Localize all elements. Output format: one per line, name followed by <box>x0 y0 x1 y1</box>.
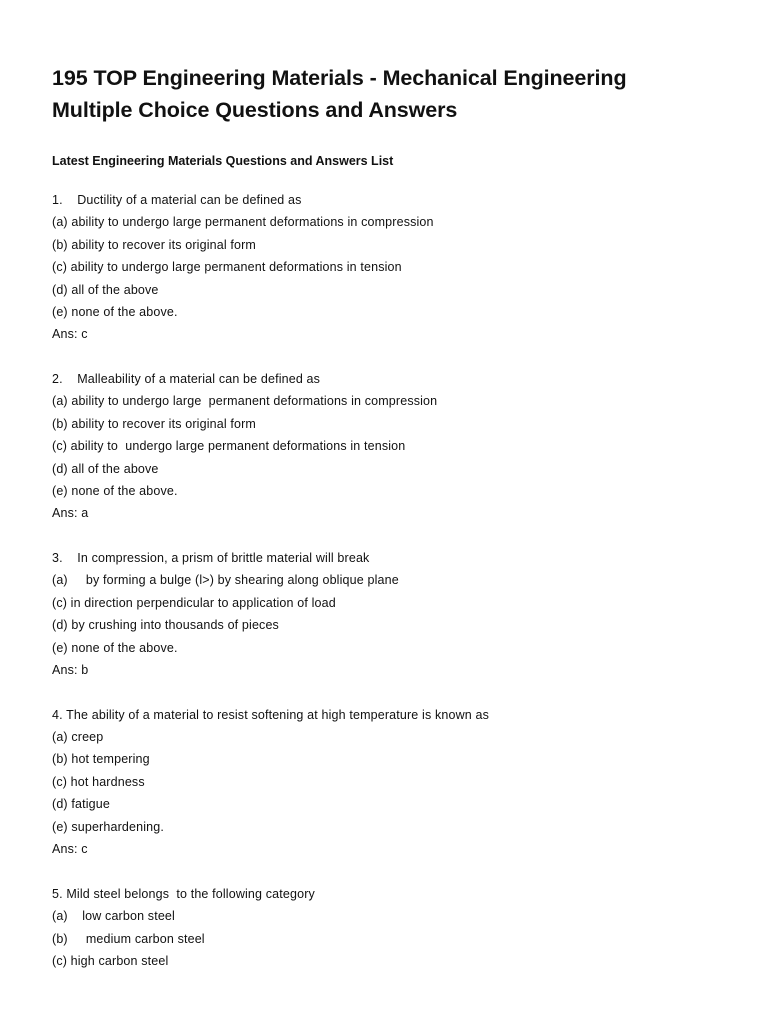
document-title-line-1: 195 TOP Engineering Materials - Mechanical Engineering <box>52 66 627 90</box>
answer-option: (e) none of the above. <box>52 304 178 319</box>
answer-option: (b) hot tempering <box>52 752 150 767</box>
answer-option: (c) ability to undergo large permanent deformations in tension <box>52 439 406 454</box>
answer-option: (c) ability to undergo large permanent deformations in tension <box>52 260 402 275</box>
document-title-line-2: Multiple Choice Questions and Answers <box>52 98 458 122</box>
question-text: 4. The ability of a material to resist softening at high temperature is known as <box>52 707 489 722</box>
answer-option: (a) low carbon steel <box>52 909 175 924</box>
answer-option: (b) ability to recover its original form <box>52 237 256 252</box>
question-block <box>52 704 742 861</box>
answer-key: Ans: c <box>52 842 88 857</box>
question-text: 2. Malleability of a material can be defined as <box>52 372 321 387</box>
answer-option: (a) creep <box>52 730 104 745</box>
document-page <box>52 62 742 995</box>
question-block <box>52 368 742 525</box>
answer-option: (d) by crushing into thousands of pieces <box>52 618 279 633</box>
answer-option: (e) none of the above. <box>52 483 178 498</box>
question-block <box>52 189 742 346</box>
answer-option: (a) by forming a bulge (l>) by shearing along oblique plane <box>52 573 399 588</box>
question-list <box>52 189 742 972</box>
question-text: 1. Ductility of a material can be defined as <box>52 193 302 207</box>
question-text: 3. In compression, a prism of brittle material will break <box>52 551 370 566</box>
document-title <box>52 62 742 126</box>
answer-key: Ans: c <box>52 327 88 342</box>
document-subtitle: Latest Engineering Materials Questions and Answers List <box>52 154 394 168</box>
question-text: 5. Mild steel belongs to the following category <box>52 886 315 901</box>
question-block <box>52 547 742 681</box>
answer-option: (b) ability to recover its original form <box>52 416 256 431</box>
answer-option: (d) all of the above <box>52 282 159 297</box>
answer-key: Ans: b <box>52 663 89 678</box>
answer-option: (e) none of the above. <box>52 640 178 655</box>
answer-option: (e) superhardening. <box>52 819 164 834</box>
answer-option: (d) all of the above <box>52 461 159 476</box>
answer-option: (a) ability to undergo large permanent deformations in compression <box>52 394 438 409</box>
answer-option: (b) medium carbon steel <box>52 931 205 946</box>
answer-option: (c) high carbon steel <box>52 953 169 968</box>
answer-key: Ans: a <box>52 506 89 521</box>
question-block <box>52 883 742 973</box>
answer-option: (a) ability to undergo large permanent deformations in compression <box>52 215 434 230</box>
answer-option: (c) hot hardness <box>52 774 145 789</box>
answer-option: (c) in direction perpendicular to application of load <box>52 595 336 610</box>
answer-option: (d) fatigue <box>52 797 110 812</box>
